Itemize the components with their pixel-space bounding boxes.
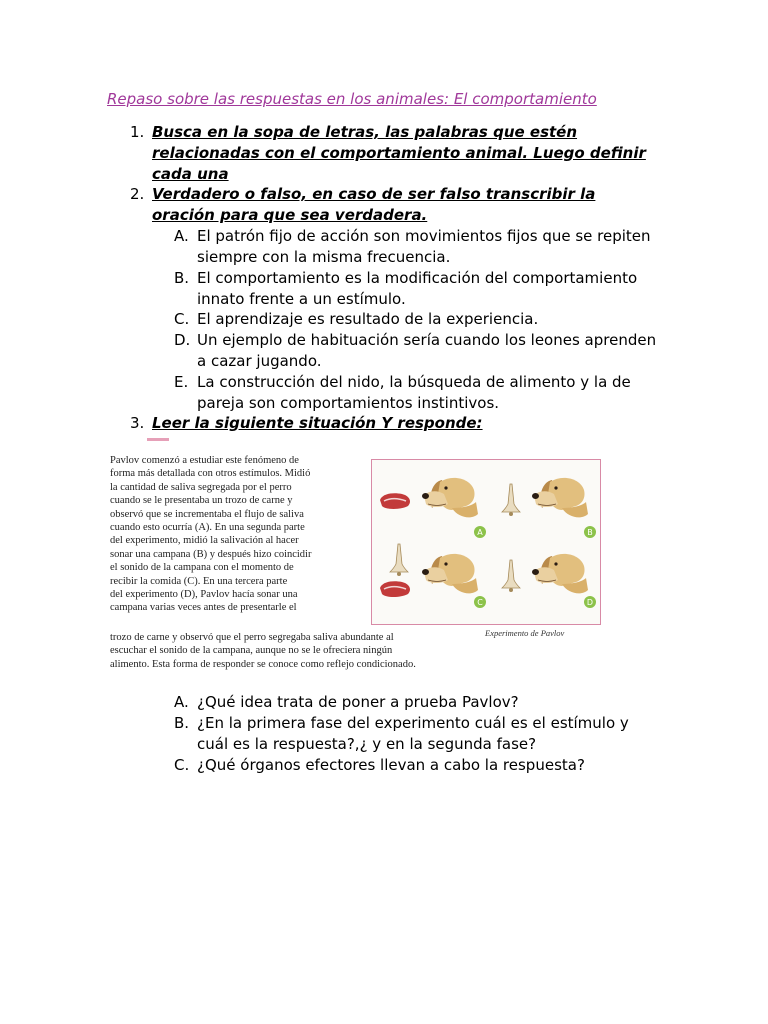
pavlov-illustration	[371, 459, 601, 625]
question-2-item-a	[174, 226, 674, 268]
item-text	[197, 268, 674, 310]
pavlov-illustration-svg	[372, 460, 600, 624]
question-2-item-b	[174, 268, 674, 310]
item-line: El patrón fijo de acción son movimientos fijos que se repiten	[197, 227, 651, 245]
item-letter: A.	[174, 227, 189, 245]
dog-icon	[532, 554, 588, 594]
question-3	[130, 413, 670, 434]
item-line: a cazar jugando.	[197, 352, 322, 370]
question-1-line: Busca en la sopa de letras, las palabras que estén	[152, 123, 578, 141]
bell-icon	[502, 560, 520, 592]
figure-text-line: Pavlov comenzó a estudiar este fenómeno de	[110, 455, 299, 466]
item-text	[197, 372, 674, 414]
item-line: cuál es la respuesta?,¿ y en la segunda fase?	[197, 735, 537, 753]
item-line: La construcción del nido, la búsqueda de alimento y la de	[197, 373, 631, 391]
figure-caption: Experimento de Pavlov	[485, 628, 565, 638]
item-letter: C.	[174, 310, 190, 328]
question-1-line: cada una	[152, 165, 229, 183]
panel-label-a-text: A	[477, 528, 483, 537]
question-3-item-a	[174, 692, 674, 713]
question-1	[130, 122, 670, 185]
dog-icon	[422, 478, 478, 518]
figure-text-line: recibir la comida (C). En una tercera parte	[110, 575, 288, 587]
item-line: El aprendizaje es resultado de la experiencia.	[197, 310, 539, 328]
item-line: El comportamiento es la modificación del comportamiento	[197, 269, 638, 287]
figure-text-tail	[110, 631, 490, 671]
item-letter: C.	[174, 756, 190, 774]
item-letter: B.	[174, 269, 190, 287]
question-2-line: oración para que sea verdadera.	[152, 206, 428, 224]
figure-text-line: trozo de carne y observó que el perro segregaba saliva abundante al	[110, 632, 394, 643]
figure-text-line: cuando esto ocurría (A). En una segunda parte	[110, 522, 305, 534]
question-2-line: Verdadero o falso, en caso de ser falso transcribir la	[152, 185, 596, 203]
dog-icon	[422, 554, 478, 594]
question-1-line: relacionadas con el comportamiento animal. Luego definir	[152, 144, 646, 162]
dog-icon	[532, 478, 588, 518]
item-letter: E.	[174, 373, 189, 391]
figure-text-line: escuchar el sonido de la campana, aunque no se le ofreciera ningún	[110, 645, 393, 657]
question-1-number: 1.	[130, 123, 145, 141]
item-line: ¿Qué órganos efectores llevan a cabo la respuesta?	[197, 756, 585, 774]
figure-text-line: el sonido de la campana con el momento de	[110, 562, 294, 574]
figure-text-line: forma más detallada con otros estímulos. Midió	[110, 468, 311, 480]
item-line: innato frente a un estímulo.	[197, 290, 406, 308]
meat-icon	[380, 493, 410, 509]
meat-icon	[380, 581, 410, 597]
item-letter: D.	[174, 331, 191, 349]
question-3-line: Leer la siguiente situación Y responde:	[152, 414, 483, 432]
figure-text	[110, 454, 365, 615]
figure-text-line: observó que se incrementaba el flujo de saliva	[110, 508, 304, 520]
item-text	[197, 330, 674, 372]
item-text	[197, 226, 674, 268]
question-3-item-c	[174, 755, 674, 776]
figure-text-line: del experimento, midió la salivación al hacer	[110, 535, 299, 547]
figure-text-line: cuando se le presentaba un trozo de carne y	[110, 495, 293, 507]
question-2-item-c	[174, 309, 674, 330]
item-line: Un ejemplo de habituación sería cuando los leones aprenden	[197, 331, 657, 349]
pavlov-figure	[107, 438, 602, 683]
question-2-item-e	[174, 372, 674, 414]
figure-text-line: alimento. Esta forma de responder se conoce como reflejo condicionado.	[110, 658, 416, 670]
item-line: ¿Qué idea trata de poner a prueba Pavlov?	[197, 693, 519, 711]
question-3-item-b	[174, 713, 674, 755]
figure-text-line: del experimento (D), Pavlov hacía sonar una	[110, 589, 298, 601]
item-text	[197, 309, 674, 330]
panel-label-c-text: C	[477, 598, 483, 607]
bell-icon	[390, 544, 408, 576]
question-2-number: 2.	[130, 185, 145, 203]
question-2	[130, 184, 670, 226]
item-text	[197, 713, 674, 755]
panel-label-d-text: D	[586, 598, 594, 607]
item-letter: B.	[174, 714, 190, 732]
question-3-number: 3.	[130, 414, 145, 432]
item-line: siempre con la misma frecuencia.	[197, 248, 451, 266]
figure-text-line: la cantidad de saliva segregada por el perro	[110, 481, 292, 493]
panel-label-b-text: B	[587, 528, 593, 537]
bell-icon	[502, 484, 520, 516]
item-line: pareja son comportamientos instintivos.	[197, 394, 500, 412]
document-title: Repaso sobre las respuestas en los animales: El comportamiento	[107, 90, 597, 108]
item-letter: A.	[174, 693, 189, 711]
question-2-item-d	[174, 330, 674, 372]
figure-decoration	[147, 438, 169, 441]
figure-text-line: sonar una campana (B) y después hizo coincidir	[110, 548, 312, 560]
figure-text-line: campana varias veces antes de presentarle el	[110, 602, 297, 614]
item-text	[197, 692, 674, 713]
item-line: ¿En la primera fase del experimento cuál es el estímulo y	[197, 714, 629, 732]
item-text	[197, 755, 674, 776]
